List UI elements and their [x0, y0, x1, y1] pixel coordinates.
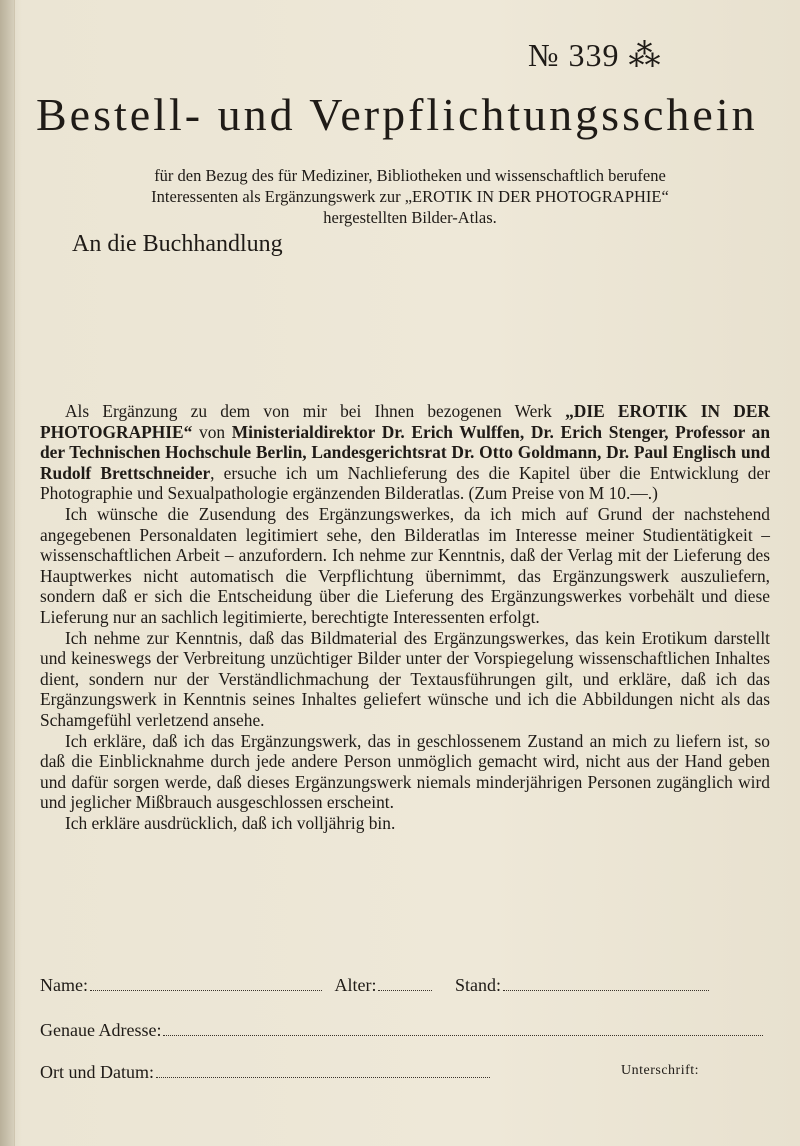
- name-field[interactable]: [40, 975, 322, 996]
- addressee: An die Buchhandlung: [72, 231, 283, 257]
- place-date-label: Ort und Datum:: [40, 1062, 154, 1082]
- age-label: Alter:: [334, 975, 377, 995]
- signature-label: Unterschrift:: [621, 1063, 700, 1078]
- name-label: Name:: [40, 975, 88, 995]
- form-row-place-date: [40, 1062, 490, 1083]
- binding-edge: [0, 0, 15, 1146]
- p1-work-title: „DIE EROTIK IN DER PHOTOGRAPHIE“: [40, 401, 770, 442]
- status-dotted-line[interactable]: [503, 989, 709, 991]
- status-field[interactable]: [455, 975, 709, 996]
- place-date-field[interactable]: [40, 1062, 490, 1083]
- status-label: Stand:: [454, 975, 501, 995]
- paragraph-4: Ich erkläre, daß ich das Ergänzungswerk, das in geschlossenem Zustand an mich zu liefern ist, so daß die Einblicknahme durch jede andere Person unmöglich gemacht wird, nicht aus der Hand geben und dafür sorgen werde, daß dieses Ergänzungswerk niemals minderjährigen Personen zugänglich wird und jeglicher Mißbrauch ausgeschlossen erscheint.: [40, 730, 770, 813]
- address-field[interactable]: [40, 1020, 763, 1041]
- address-dotted-line[interactable]: [163, 1034, 763, 1036]
- age-field[interactable]: [334, 975, 432, 996]
- paragraph-2: Ich wünsche die Zusendung des Ergänzungswerkes, da ich mich auf Grund der nachstehend angegebenen Personaldaten legitimiert sehe, den Bilderatlas im Interesse meiner Studientätigkeit – wissenschaftlichen Arbeit – anzufordern. Ich nehme zur Kenntnis, daß der Verlag mit der Lieferung des Hauptwerkes nicht automatisch die Verpflichtung übernimmt, das Ergänzungswerk auszuliefern, sondern daß er sich die Entscheidung über die Lieferung des Ergänzungswerkes vorbehält und diese Lieferung nur an sachlich legitimierte, berechtigte Interessenten erfolgt.: [40, 503, 770, 627]
- paragraph-1: [40, 401, 770, 504]
- address-label: Genaue Adresse:: [40, 1020, 162, 1040]
- intro-line-3: hergestellten Bilder-Atlas.: [323, 208, 497, 227]
- form-number: № 339 ⁂: [528, 37, 662, 73]
- form-row-address: [40, 1020, 763, 1041]
- paragraph-3: Ich nehme zur Kenntnis, daß das Bildmaterial des Ergänzungswerkes, das kein Erotikum darstellt und keineswegs der Verbreitung unzüchtiger Bilder unter der Vorspiegelung wissenschaftlichen Inhaltes dient, sondern nur der Verständlichmachung der Textausführungen gilt, und erkläre, daß ich das Ergänzungswerk in Kenntnis seines Inhaltes geliefert wünsche und ich die Abbildungen nicht als das Schamgefühl verletzend ansehe.: [40, 627, 770, 730]
- intro-line-1: für den Bezug des für Mediziner, Bibliotheken und wissenschaftlich berufene: [154, 166, 666, 185]
- place-date-dotted-line[interactable]: [156, 1076, 490, 1078]
- p1-text-c: von: [192, 421, 232, 442]
- document-title: Bestell- und Verpflichtungsschein: [36, 89, 758, 140]
- intro-line-2: Interessenten als Ergänzungswerk zur „EROTIK IN DER PHOTOGRAPHIE“: [151, 187, 669, 206]
- age-dotted-line[interactable]: [378, 989, 432, 991]
- form-row-name: [40, 975, 709, 996]
- name-dotted-line[interactable]: [90, 989, 322, 991]
- p1-text-e: , ersuche ich um Nachlieferung des die Kapitel über die Entwicklung der Photographie und Sexualpathologie ergänzenden Bilderatlas. (Zum Preise von M 10.—.): [40, 462, 770, 504]
- p1-authors: Ministerialdirektor Dr. Erich Wulffen, Dr. Erich Stenger, Professor an der Technischen Hochschule Berlin, Landesgerichtsrat Dr. Otto Goldmann, Dr. Paul Englisch und Rudolf Brettschneider: [40, 421, 770, 483]
- declaration-body: [40, 401, 770, 833]
- p1-text-a: Als Ergänzung zu dem von mir bei Ihnen bezogenen Werk: [65, 401, 566, 421]
- intro-text: [50, 165, 770, 228]
- paragraph-5: Ich erkläre ausdrücklich, daß ich volljährig bin.: [65, 812, 396, 833]
